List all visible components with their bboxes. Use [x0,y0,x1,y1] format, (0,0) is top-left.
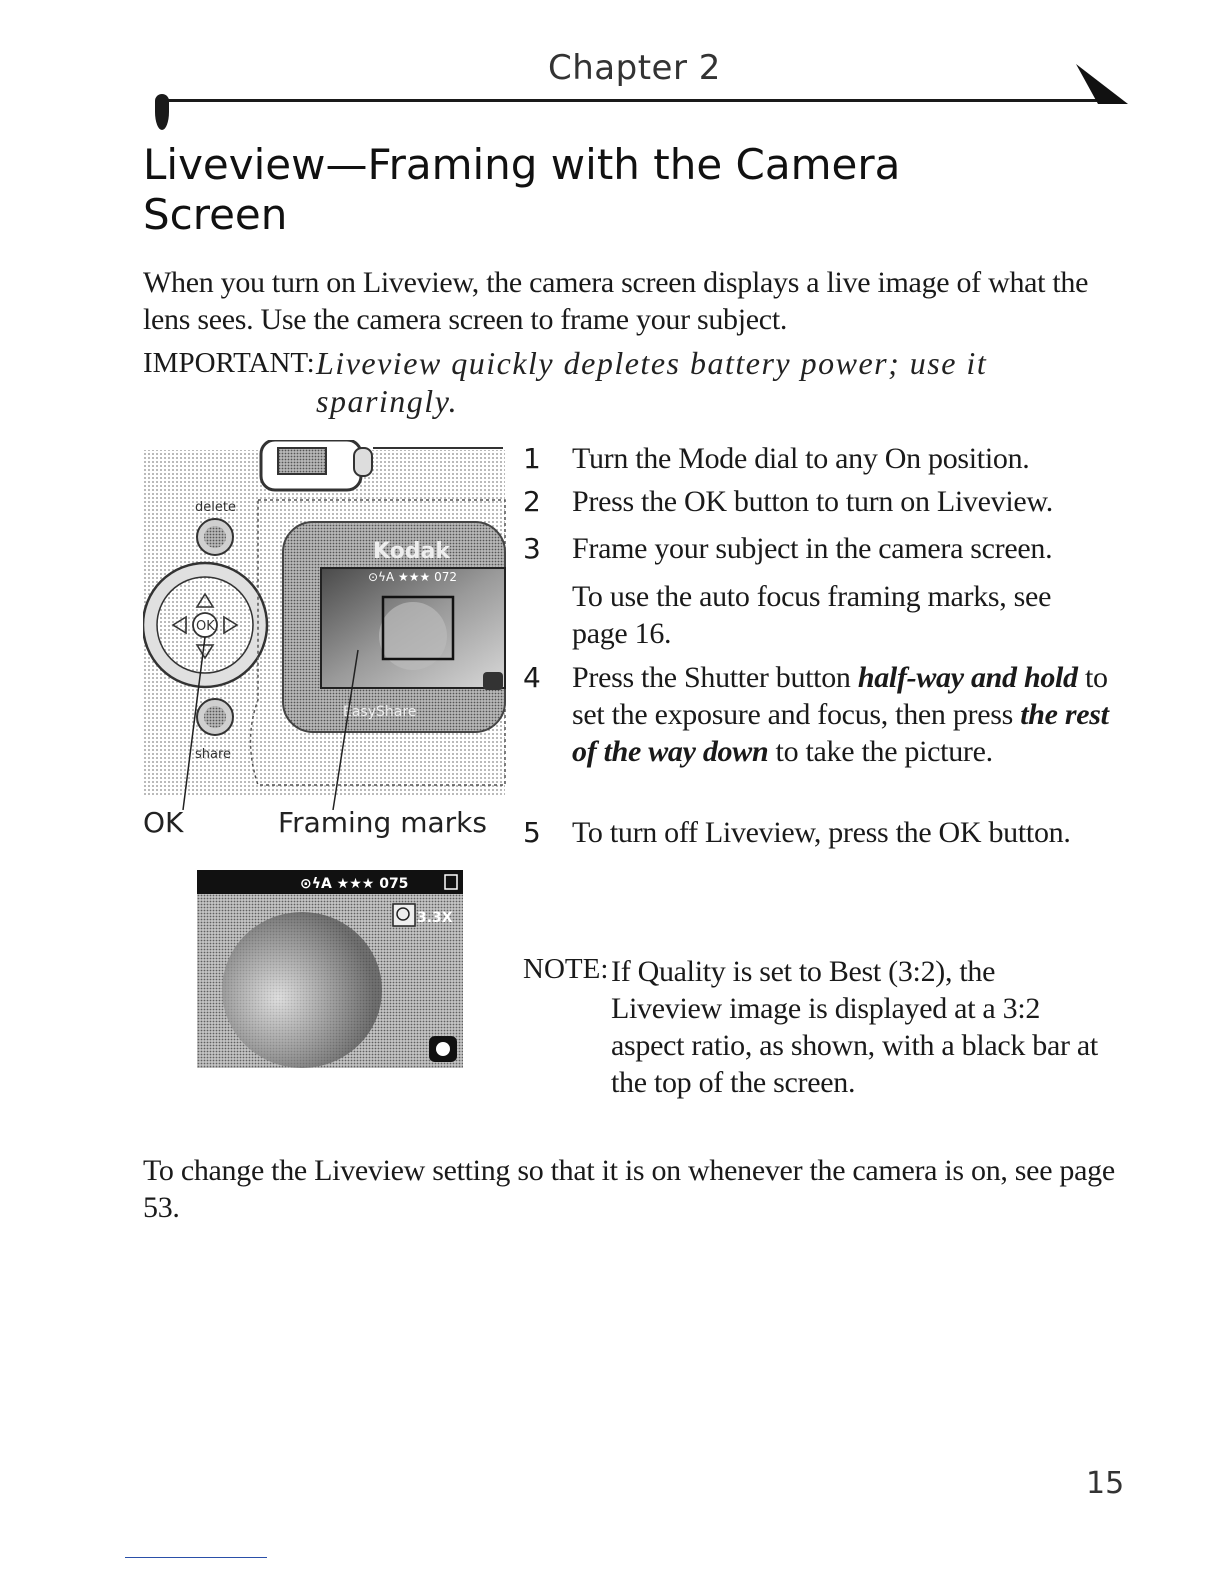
step-text: Turn the Mode dial to any On position. [572,442,1030,475]
chapter-label: Chapter 2 [548,48,721,88]
camera-brand: Kodak [373,539,450,564]
svg-text:OK: OK [196,619,215,634]
note-label: NOTE: [523,953,609,985]
step-number: 2 [523,485,541,518]
step-text: Press the OK button to turn on Liveview. [572,485,1053,518]
step-text [572,659,1122,770]
page-title-line1: Liveview—Framing with the Camera [143,140,901,189]
camera-status-readout: ⊙ϟA ★★★ 072 [368,570,457,584]
step-4-post: to take the picture. [768,735,993,768]
share-button-label: share [195,747,232,762]
note-text: If Quality is set to Best (3:2), the Liveview image is displayed at a 3:2 aspect ratio, as shown, with a black bar at the top of the screen. [611,955,1098,1099]
step-4-emphasis-1: half-way and hold [857,661,1078,694]
page-title [143,140,1043,240]
step-number: 1 [523,442,541,475]
step-4-mid: to set the exposure and focus, then press [572,661,1108,731]
child-face [222,912,382,1068]
step-3-subtext: To use the auto focus framing marks, see page 16. [572,580,1052,650]
viewfinder-led [354,448,372,476]
delete-button-label: delete [195,500,236,515]
step-text: To turn off Liveview, press the OK button. [572,816,1071,849]
viewfinder-window [278,448,326,474]
camera-back-illustration [143,440,508,810]
lcd-status-readout: ⊙ϟA ★★★ 075 [300,876,409,892]
page-number: 15 [1086,1466,1125,1501]
header-rule-dot [155,94,169,130]
liveview-3-2-illustration [197,870,463,1068]
important-label: IMPORTANT: [143,347,315,379]
step-number: 3 [523,532,541,565]
footer-line [125,1557,267,1558]
header-rule [160,99,1100,102]
ok-callout-label: OK [143,806,184,839]
framing-marks-label: Framing marks [278,806,487,839]
step-text: Frame your subject in the camera screen. [572,532,1053,565]
step-4-emphasis-2: the rest of the way down [572,698,1109,768]
zoom-icon [393,904,415,926]
closing-paragraph: To change the Liveview setting so that it is on whenever the camera is on, see page 53. [143,1154,1115,1224]
zoom-level: 3.3X [417,910,453,926]
screen-brand: EasyShare [343,704,417,720]
header-arrow-icon [1072,58,1128,106]
intro-paragraph: When you turn on Liveview, the camera screen displays a live image of what the lens sees. Use the camera screen to frame your subject. [143,266,1089,336]
step-number: 4 [523,661,541,694]
important-text: Liveview quickly depletes battery power; use it sparingly. [316,345,988,419]
page-title-line2: Screen [143,190,288,239]
step-number: 5 [523,816,541,849]
step-4-pre: Press the Shutter button [572,661,858,694]
camera-mode-icon [483,672,503,690]
